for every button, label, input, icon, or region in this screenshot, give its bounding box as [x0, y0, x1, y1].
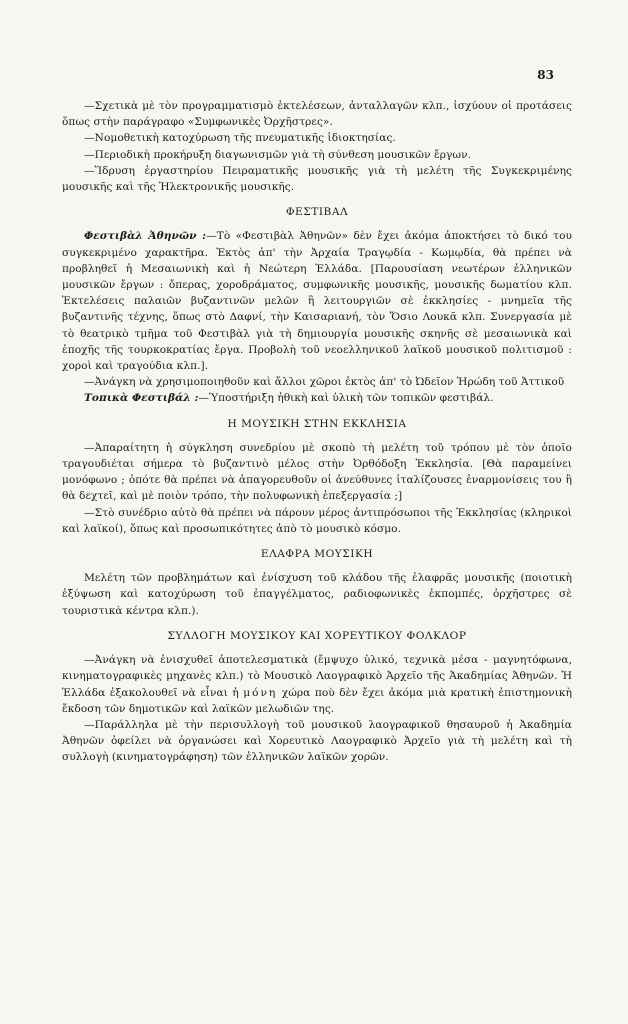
paragraph-exchanges: —Σχετικὰ μὲ τὸν προγραμματισμὸ ἐκτελέσεων, ἀνταλλαγῶν κλπ., ἰσχύουν οἱ προτάσεις ὅπως στὴν παράγραφο «Συμφωνικὲς Ὀρχῆστρες». — [62, 100, 572, 129]
section-heading-church: Η ΜΟΥΣΙΚΗ ΣΤΗΝ ΕΚΚΛΗΣΙΑ — [227, 417, 407, 430]
local-festivals-text: —Ὑποστήριξη ἠθικὴ καὶ ὑλικὴ τῶν τοπικῶν φεστιβάλ. — [198, 392, 494, 405]
paragraph-dance-archive: —Παράλληλα μὲ τὴν περισυλλογὴ τοῦ μουσικοῦ λαογραφικοῦ θησαυροῦ ἡ Ἀκαδημία Ἀθηνῶν ὀφείλει νὰ ὀργανώσει καὶ Χορευτικὸ Λαογραφικὸ Ἀρχεῖο γιὰ τὴ μελέτη καὶ τὴ συλλογὴ (κινηματογράφηση) τῶν ἑλληνικῶν λαϊκῶν χορῶν. — [62, 718, 572, 764]
local-festivals-label: Τοπικὰ Φεστιβάλ : — [84, 392, 199, 405]
section-heading-festival: ΦΕΣΤΙΒΑΛ — [285, 206, 349, 219]
paragraph-experimental-lab: —Ἵδρυση ἐργαστηρίου Πειραματικῆς μουσικῆς γιὰ τὴ μελέτη τῆς Συγκεκριμένης μουσικῆς καὶ τῆς Ἠλεκτρονικῆς μουσικῆς. — [62, 164, 572, 194]
folklore-text-end: χώρα ποὺ δὲν ἔχει ἀκόμα μιὰ κρατικὴ ἐπιστημονικὴ ἔκδοση τῶν δημοτικῶν καὶ λαϊκῶν μελωδιῶν της. — [62, 686, 573, 715]
athens-festival-text: —Τὸ «Φεστιβὰλ Ἀθηνῶν» δὲν ἔχει ἀκόμα ἀποκτήσει τὸ δικό του συγκεκριμένο χαρακτῆρα. Ἐκτὸς ἀπ' τὴν Ἀρχαία Τραγῳδία - Κωμῳδία, θὰ πρέπει νὰ προβληθεῖ ἡ Μεσαιωνικὴ καὶ ἡ Νεώτερη Ἑλλάδα. [Παρουσίαση νεωτέρων ἑλληνικῶν μουσικῶν ἔργων : ὄπερας, χοροδράματος, συμφωνικῆς μουσικῆς, μουσικῆς δωματίου κλπ. Ἐκτελέσεις παλαιῶν βυζαντινῶν μελῶν ἢ λειτουργιῶν σὲ ἐκκλησίες - μνημεῖα τῆς βυζαντινῆς τέχνης, ὅπως στὸ Δαφνί, τὴν Καισαριανή, τὸν Ὅσιο Λουκᾶ κλπ. Συνεργασία μὲ τὸ θεατρικὸ τμῆμα τοῦ Φεστιβὰλ γιὰ τὴ δημιουργία μουσικῆς σκηνῆς σὲ μεσαιωνικὰ καὶ ἐποχῆς τῆς τουρκοκρατίας ἔργα. Προβολὴ τοῦ νεοελληνικοῦ λαϊκοῦ μουσικοῦ πολιτισμοῦ : χοροὶ καὶ τραγούδια κλπ.]. — [62, 230, 572, 373]
section-heading-light-music: ΕΛΑΦΡΑ ΜΟΥΣΙΚΗ — [260, 548, 374, 561]
folklore-text-start: —Ἀνάγκη νὰ ἐνισχυθεῖ ἀποτελεσματικὰ (ἔμψυχο ὑλικό, τεχνικὰ μέσα - μαγνητόφωνα, κινηματογραφικὲς μηχανὲς κλπ.) τὸ Μουσικὸ Λαογραφικὸ Ἀρχεῖο τῆς Ἀκαδημίας Ἀθηνῶν. Ἡ Ἑλλάδα ἐξακολουθεῖ νὰ εἶναι ἡ — [62, 654, 572, 699]
page-body — [62, 98, 572, 766]
paragraph-local-festivals — [62, 390, 572, 406]
paragraph-competitions: —Περιοδικὴ προκήρυξη διαγωνισμῶν γιὰ τὴ σύνθεση μουσικῶν ἔργων. — [84, 148, 472, 161]
athens-festival-label: Φεστιβὰλ Ἀθηνῶν : — [84, 230, 207, 243]
paragraph-light-music: Μελέτη τῶν προβλημάτων καὶ ἐνίσχυση τοῦ κλάδου τῆς ἐλαφρᾶς μουσικῆς (ποιοτικὴ ἐξύψωση καὶ κατοχύρωση τοῦ ἐπαγγέλματος, ραδιοφωνικὲς ἐκπομπές, ὀρχῆστρες σὲ τουριστικὰ κέντρα κλπ.). — [62, 572, 572, 617]
folklore-emphasis: μόνη — [243, 686, 278, 699]
paragraph-athens-festival — [62, 228, 572, 374]
paragraph-church-congress: —Ἀπαραίτητη ἡ σύγκληση συνεδρίου μὲ σκοπὸ τὴ μελέτη τοῦ τρόπου μὲ τὸν ὁποῖο τραγουδιέται σήμερα τὸ βυζαντινὸ μέλος στὴν Ὀρθόδοξη Ἐκκλησία. [Θὰ παραμείνει μονόφωνο ; ὁπότε θὰ πρέπει νὰ ἀπαγορευθοῦν οἱ ἀνεύθυνες ἰταλίζουσες ἐναρμονίσεις του ἢ θὰ δεχτεῖ, καὶ μὲ ποιὸν τρόπο, τὴν πολυφωνικὴ ἐπεξεργασία ;] — [62, 441, 572, 503]
paragraph-other-venues: —Ἀνάγκη νὰ χρησιμοποιηθοῦν καὶ ἄλλοι χῶροι ἐκτὸς ἀπ' τὸ Ὠδεῖον Ἡρώδη τοῦ Ἀττικοῦ — [84, 376, 565, 389]
paragraph-copyright: —Νομοθετικὴ κατοχύρωση τῆς πνευματικῆς ἰδιοκτησίας. — [84, 132, 396, 145]
section-heading-folklore: ΣΥΛΛΟΓΗ ΜΟΥΣΙΚΟΥ ΚΑΙ ΧΟΡΕΥΤΙΚΟΥ ΦΟΛΚΛΟΡ — [167, 629, 467, 642]
paragraph-church-participants: —Στὸ συνέδριο αὐτὸ θὰ πρέπει νὰ πάρουν μέρος ἀντιπρόσωποι τῆς Ἐκκλησίας (κληρικοὶ καὶ λαϊκοί), ὅπως καὶ προσωπικότητες ἀπὸ τὸ μουσικὸ κόσμο. — [62, 506, 572, 535]
paragraph-folklore-archive — [62, 652, 572, 717]
page-number: 83 — [537, 68, 554, 82]
